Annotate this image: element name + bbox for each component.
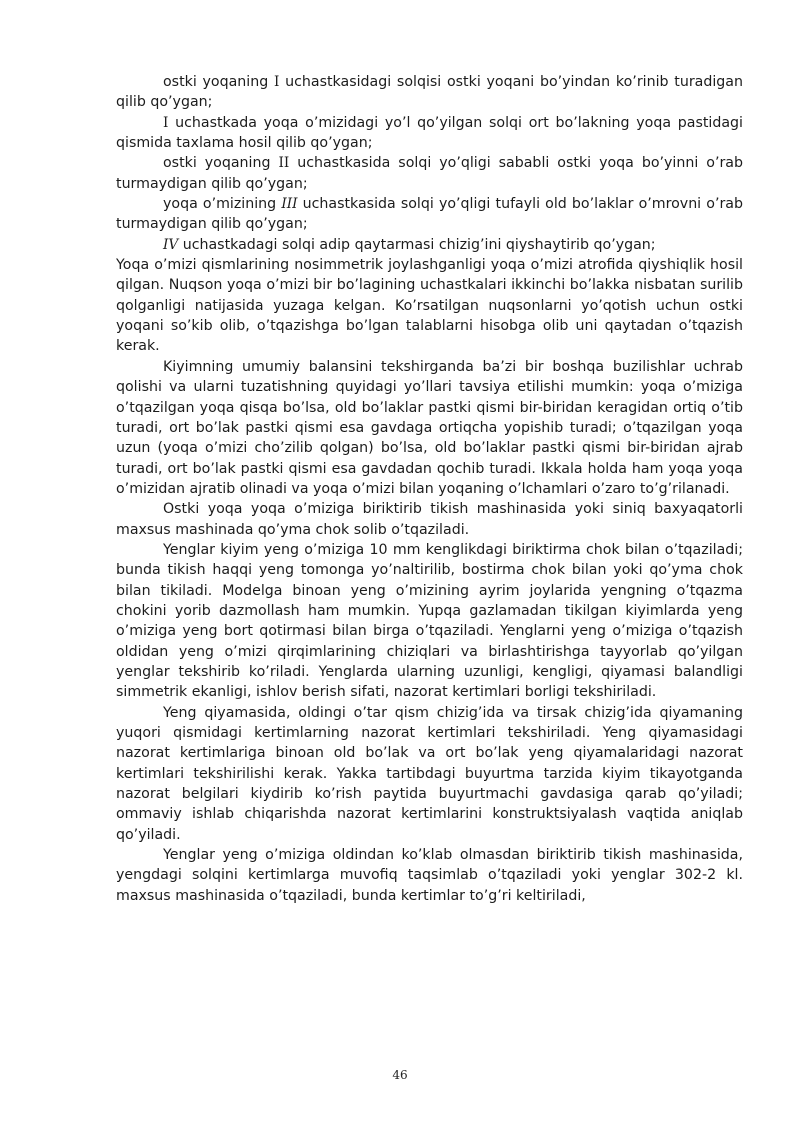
text-run: uchastkasida solqi yo’qligi sababli ostki yoqa bo’yinni o’rab turmaydigan qilib qo’ygan; (116, 155, 743, 192)
section-numeral: I (274, 74, 280, 90)
section-numeral: II (278, 155, 290, 172)
text-run: Kiyimning umumiy balansini tekshirganda ba’zi bir boshqa buzilishlar uchrab qolishi va ularni tuzatishning quyidagi yo’llari tavsiya etilishi mumkin: yoqa o’miziga o’tqazilgan yoqa qisqa bo’lsa, old bo’laklar pastki qismi bir-biridan keragidan ortiq o’tib turadi, ort bo’lak pastki qismi esa gavdaga ortiqcha yopishib turadi; o’tqazilgan yoqa uzun (yoqa o’mizi cho’zilib qolgan) bo’lsa, old bo’laklar pastki qismi bir-biridan ajrab turadi, ort bo’lak pastki qismi esa gavdadan qochib turadi. Ikkala holda ham yoqa yoqa o’mizidan ajratib olinadi va yoqa o’mizi bilan yoqaning o’lchamlari o’zaro to’g’rilanadi. (116, 358, 743, 497)
paragraph (116, 72, 743, 113)
text-run: Yenglar yeng o’miziga oldindan ko’klab olmasdan biriktirib tikish mashinasida, yengdagi solqini kertimlarga muvofiq taqsimlab o’tqaziladi yoki yenglar 302-2 kl. maxsus mashinasida o’tqaziladi, bunda kertimlar to’g’ri keltiriladi, (116, 847, 743, 904)
text-run: uchastkadagi solqi adip qaytarmasi chizig’ini qiyshaytirib qo’ygan; (178, 236, 656, 253)
section-numeral: III (281, 196, 298, 213)
paragraph (116, 194, 743, 235)
text-run: uchastkada yoqa o’mizidagi yo’l qo’yilgan solqi ort bo’lakning yoqa pastidagi qismida taxlama hosil qilib qo’ygan; (116, 114, 743, 152)
paragraph (116, 845, 743, 906)
text-run: ostki yoqaning (163, 74, 274, 90)
paragraph (116, 255, 743, 357)
page-number: 46 (392, 1068, 408, 1082)
text-run: ostki yoqaning (163, 155, 279, 172)
document-body (116, 72, 743, 906)
paragraph (116, 540, 743, 703)
paragraph (116, 357, 743, 499)
text-run: Ostki yoqa yoqa o’miziga biriktirib tikish mashinasida yoki siniq baxyaqatorli maxsus mashinada qo’yma chok solib o’tqaziladi. (116, 501, 743, 538)
paragraph (116, 499, 743, 540)
text-run: Yenglar kiyim yeng o’miziga 10 mm kenglikdagi biriktirma chok bilan o’tqaziladi; bunda tikish haqqi yeng tomonga yo’naltirilib, bostirma chok bilan yoki qo’yma chok bilan tikiladi. Modelga binoan yeng o’mizining ayrim joylarida yengning o’tqazma chokini yorib dazmollash ham mumkin. Yupqa gazlamadan tikilgan kiyimlarda yeng o’miziga yeng bort qotirmasi bilan birga o’tqaziladi. Yenglarni yeng o’miziga o’tqazish oldidan yeng o’mizi qirqimlarining chiziqlari va birlashtirishga tayyorlab qo’yilgan yenglar tekshirib ko’riladi. Yenglarda ularning uzunligi, kengligi, qiyamasi balandligi simmetrik ekanligi, ishlov berish sifati, nazorat kertimlari borligi tekshiriladi. (116, 541, 743, 701)
section-numeral: I (163, 114, 169, 131)
paragraph (116, 113, 743, 154)
text-run: Yoqa o’mizi qismlarining nosimmetrik joylashganligi yoqa o’mizi atrofida qiyshiqlik hosil qilgan. Nuqson yoqa o’mizi bir bo’lagining uchastkalari ikkinchi bo’lakka nisbatan surilib qolganligi natijasida yuzaga kelgan. Ko’rsatilgan nuqsonlarni yo’qotish uchun ostki yoqani so’kib olib, o’tqazishga bo’lgan talablarni hisobga olib uni qaytadan o’tqazish kerak. (116, 257, 743, 355)
paragraph (116, 703, 743, 845)
text-run: uchastkasidagi solqisi ostki yoqani bo’yindan ko’rinib turadigan qilib qo’ygan; (116, 74, 743, 111)
text-run: uchastkasida solqi yo’qligi tufayli old bo’laklar o’mrovni o’rab turmaydigan qilib qo’ygan; (116, 196, 743, 233)
text-run: yoqa o’mizining (163, 196, 282, 213)
paragraph (116, 235, 743, 255)
text-run: Yeng qiyamasida, oldingi o’tar qism chizig’ida va tirsak chizig’ida qiyamaning yuqori qismidagi kertimlarning nazorat kertimlari tekshiriladi. Yeng qiyamasidagi nazorat kertimlariga binoan old bo’lak va ort bo’lak yeng qiyamalaridagi nazorat kertimlari tekshirilishi kerak. Yakka tartibdagi buyurtma tarzida kiyim tikayotganda nazorat belgilari kiydirib ko’rish paytida buyurtmachi gavdasiga qarab qo’yiladi; ommaviy ishlab chiqarishda nazorat kertimlarini konstruktsiyalash vaqtida aniqlab qo’yiladi. (116, 704, 743, 843)
section-numeral: IV (163, 236, 179, 253)
paragraph (116, 153, 743, 194)
